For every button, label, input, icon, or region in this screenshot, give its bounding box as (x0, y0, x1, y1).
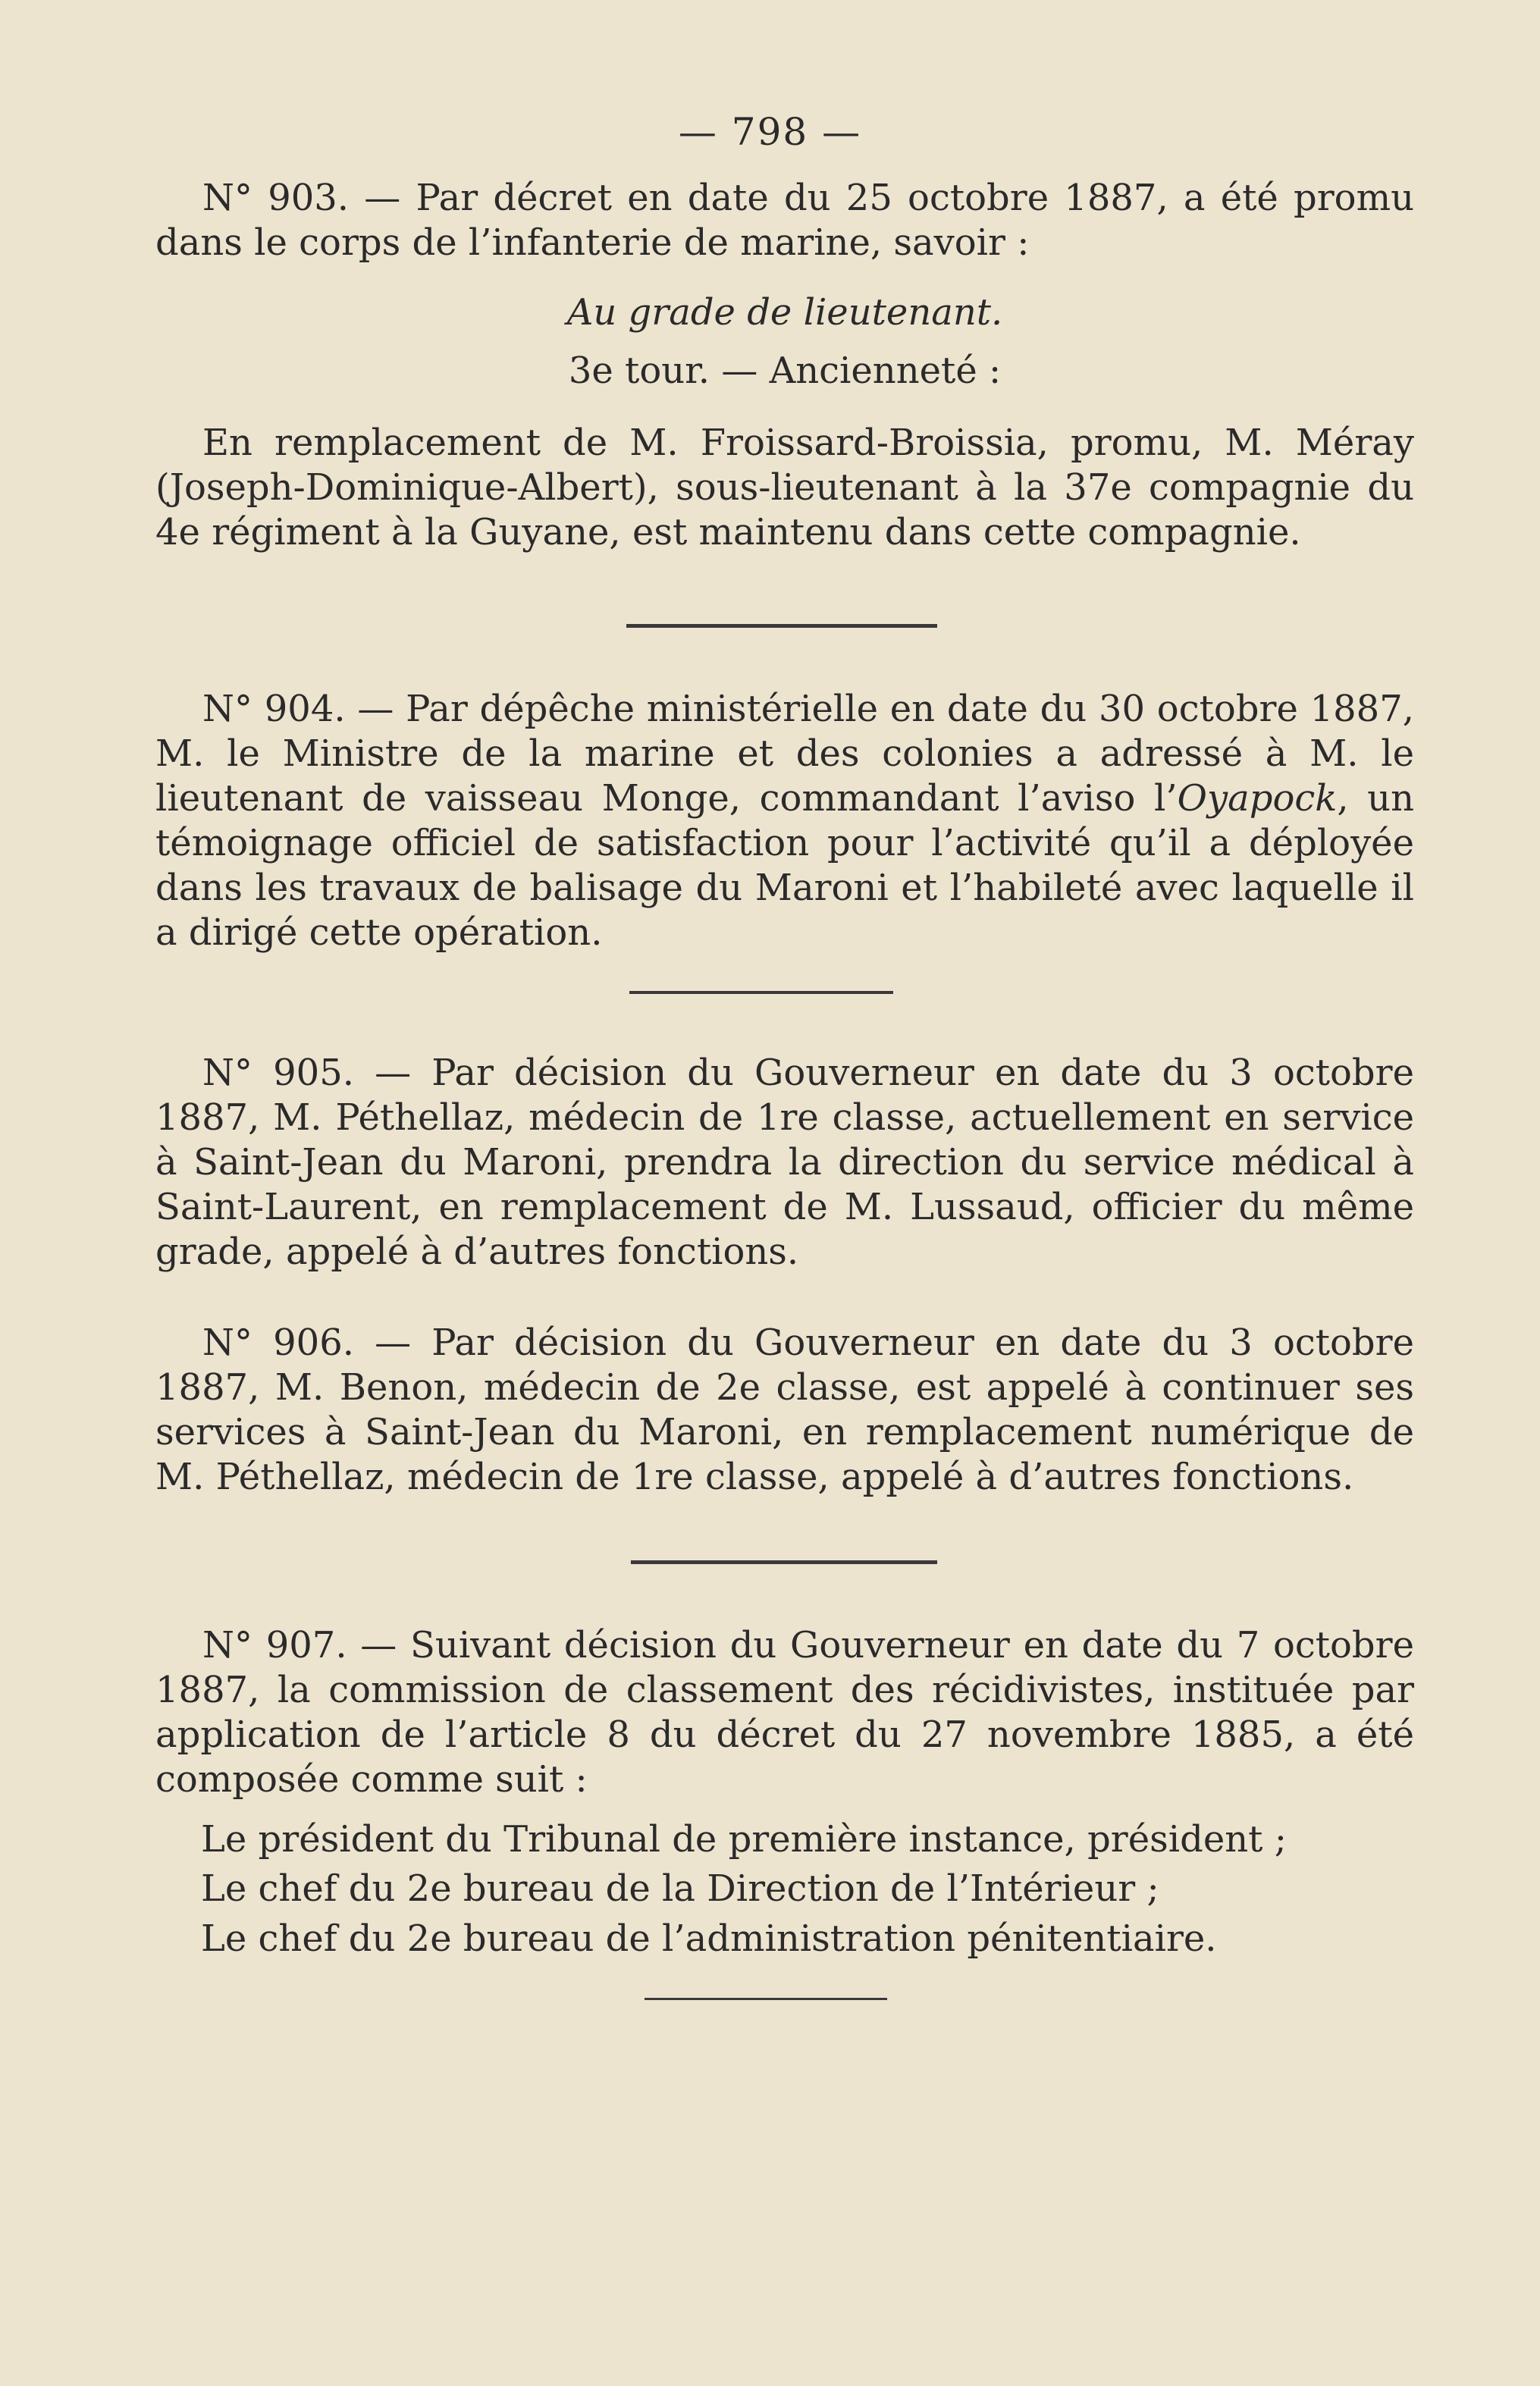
entry-903-intro-text: — Par décret en date du 25 octobre 1887, a été promu dans le corps de l’infanterie de marine, savoir : (155, 177, 1414, 264)
entry-903-body (155, 421, 1414, 555)
entry-905-number: N° 905. (202, 1052, 354, 1094)
entry-904-number: N° 904. (202, 688, 346, 730)
commission-member-2: Le chef du 2e bureau de la Direction de l’Intérieur ; (201, 1867, 1159, 1910)
entry-907-number: N° 907. (202, 1624, 347, 1666)
section-divider (626, 624, 937, 628)
end-divider (645, 1998, 887, 2000)
commission-member-3: Le chef du 2e bureau de l’administration pénitentiaire. (201, 1917, 1217, 1960)
entry-906-number: N° 906. (202, 1322, 354, 1364)
entry-903-grade: Au grade de lieutenant. (566, 291, 1003, 334)
entry-905-text: — Par décision du Gouverneur en date du 3 octobre 1887, M. Péthellaz, médecin de 1re classe, actuellement en service à Saint-Jean du Maroni, prendra la direction du service médical à Saint-Laurent, en remplacement de M. Lussaud, officier du même grade, appelé à d’autres fonctions. (155, 1052, 1414, 1273)
section-divider (629, 991, 893, 994)
entry-903-body-text: En remplacement de M. Froissard-Broissia, promu, M. Méray (Joseph-Dominique-Albert), sous-lieutenant à la 37e compagnie du 4e régiment à la Guyane, est maintenu dans cette compagnie. (155, 422, 1414, 553)
page-number: — 798 — (678, 110, 862, 154)
entry-907-text: — Suivant décision du Gouverneur en date du 7 octobre 1887, la commission de classement des récidivistes, instituée par application de l’article 8 du décret du 27 novembre 1885, a été composée comme suit : (155, 1624, 1414, 1801)
entry-907 (155, 1623, 1414, 1802)
entry-904-text-b: , un témoignage officiel de satisfaction pour l’activité qu’il a déployée dans les travaux de balisage du Maroni et l’habileté avec laquelle il a dirigé cette opération. (155, 777, 1415, 954)
entry-903-intro (155, 176, 1414, 265)
entry-906-text: — Par décision du Gouverneur en date du 3 octobre 1887, M. Benon, médecin de 2e classe, est appelé à continuer ses services à Saint-Jean du Maroni, en remplacement numérique de M. Péthellaz, médecin de 1re classe, appelé à d’autres fonctions. (155, 1322, 1414, 1498)
entry-904-text-a: — Par dépêche ministérielle en date du 30 octobre 1887, M. le Ministre de la marine et des colonies a adressé à M. le lieutenant de vaisseau Monge, commandant l’aviso l’ (155, 688, 1415, 820)
entry-903-tour: 3e tour. — Ancienneté : (568, 350, 1002, 392)
entry-905 (155, 1051, 1414, 1275)
entry-904 (155, 687, 1414, 955)
commission-member-1: Le président du Tribunal de première instance, président ; (201, 1818, 1287, 1861)
entry-903-number: N° 903. (202, 177, 350, 219)
entry-904-ship-name: Oyapock (1177, 777, 1338, 820)
entry-906 (155, 1321, 1414, 1500)
section-divider (631, 1560, 937, 1564)
